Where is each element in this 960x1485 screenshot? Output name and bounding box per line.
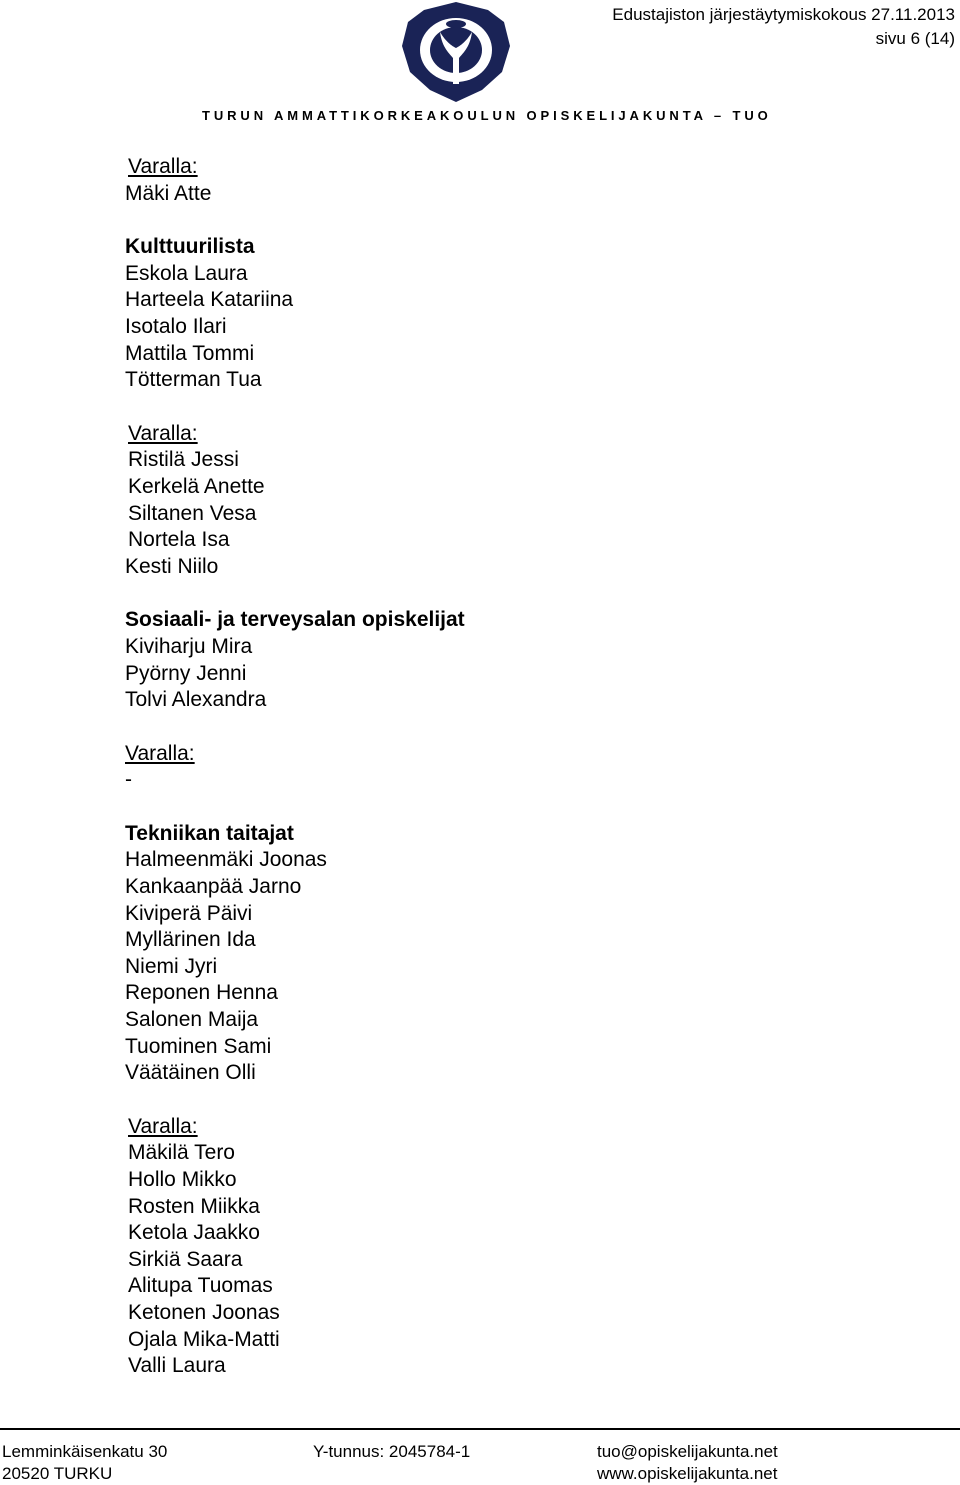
footer-divider: [0, 1428, 960, 1430]
list-item: Tötterman Tua: [125, 368, 262, 392]
list-item: Ojala Mika-Matti: [128, 1327, 280, 1351]
list-item: Kesti Niilo: [125, 554, 219, 578]
list-item: Kerkelä Anette: [128, 474, 265, 498]
footer-business-id: Y-tunnus: 2045784-1: [313, 1442, 471, 1461]
list-item: Väätäinen Olli: [125, 1061, 256, 1085]
page-number: sivu 6 (14): [875, 29, 955, 48]
list-item: Pyörny Jenni: [125, 661, 247, 685]
list-item: Mäki Atte: [125, 181, 212, 205]
reserve-label: Varalla:: [125, 741, 195, 765]
reserve-label: Varalla:: [128, 1114, 198, 1138]
organization-name: TURUN AMMATTIKORKEAKOULUN OPISKELIJAKUNTA – TUO: [202, 108, 772, 123]
list-item: Valli Laura: [128, 1354, 226, 1378]
list-item: -: [125, 768, 132, 792]
list-item: Sirkiä Saara: [128, 1247, 243, 1271]
list-item: Mattila Tommi: [125, 341, 255, 365]
list-item: Tuominen Sami: [125, 1034, 272, 1058]
list-item: Salonen Maija: [125, 1008, 259, 1032]
tuo-logo-icon: [402, 2, 510, 102]
list-item: Ristilä Jessi: [128, 448, 239, 472]
footer-email[interactable]: tuo@opiskelijakunta.net: [597, 1442, 778, 1461]
reserve-label: Varalla:: [128, 421, 198, 445]
list-item: Reponen Henna: [125, 981, 278, 1005]
list-item: Alitupa Tuomas: [128, 1274, 273, 1298]
footer-web[interactable]: www.opiskelijakunta.net: [597, 1464, 778, 1483]
footer-contact: [597, 1441, 778, 1485]
list-item: Myllärinen Ida: [125, 928, 256, 952]
list-item: Tolvi Alexandra: [125, 688, 267, 712]
list-item: Eskola Laura: [125, 261, 248, 285]
footer-address: [2, 1441, 167, 1485]
list-item: Niemi Jyri: [125, 954, 218, 978]
list-item: Isotalo Ilari: [125, 314, 227, 338]
footer-street: Lemminkäisenkatu 30: [2, 1442, 168, 1461]
reserve-label: Varalla:: [128, 155, 198, 178]
event-title: Edustajiston järjestäytymiskokous 27.11.2013: [612, 5, 955, 24]
list-item: Kankaanpää Jarno: [125, 875, 302, 899]
list-item: Nortela Isa: [128, 528, 230, 552]
list-item: Mäkilä Tero: [128, 1141, 235, 1165]
section-heading: Sosiaali- ja terveysalan opiskelijat: [125, 608, 465, 632]
list-item: Ketola Jaakko: [128, 1221, 260, 1245]
document-header: [612, 3, 955, 51]
list-item: Ketonen Joonas: [128, 1300, 280, 1324]
section-heading: Tekniikan taitajat: [125, 821, 294, 845]
list-item: Harteela Katariina: [125, 288, 294, 312]
footer-postal: 20520 TURKU: [2, 1464, 113, 1483]
list-item: Siltanen Vesa: [128, 501, 257, 525]
document-body: [125, 154, 465, 1380]
section-heading: Kulttuurilista: [125, 235, 255, 259]
list-item: Kiviperä Päivi: [125, 901, 253, 925]
list-item: Halmeenmäki Joonas: [125, 848, 327, 872]
list-item: Hollo Mikko: [128, 1168, 237, 1191]
list-item: Rosten Miikka: [128, 1194, 260, 1218]
list-item: Kiviharju Mira: [125, 634, 253, 658]
